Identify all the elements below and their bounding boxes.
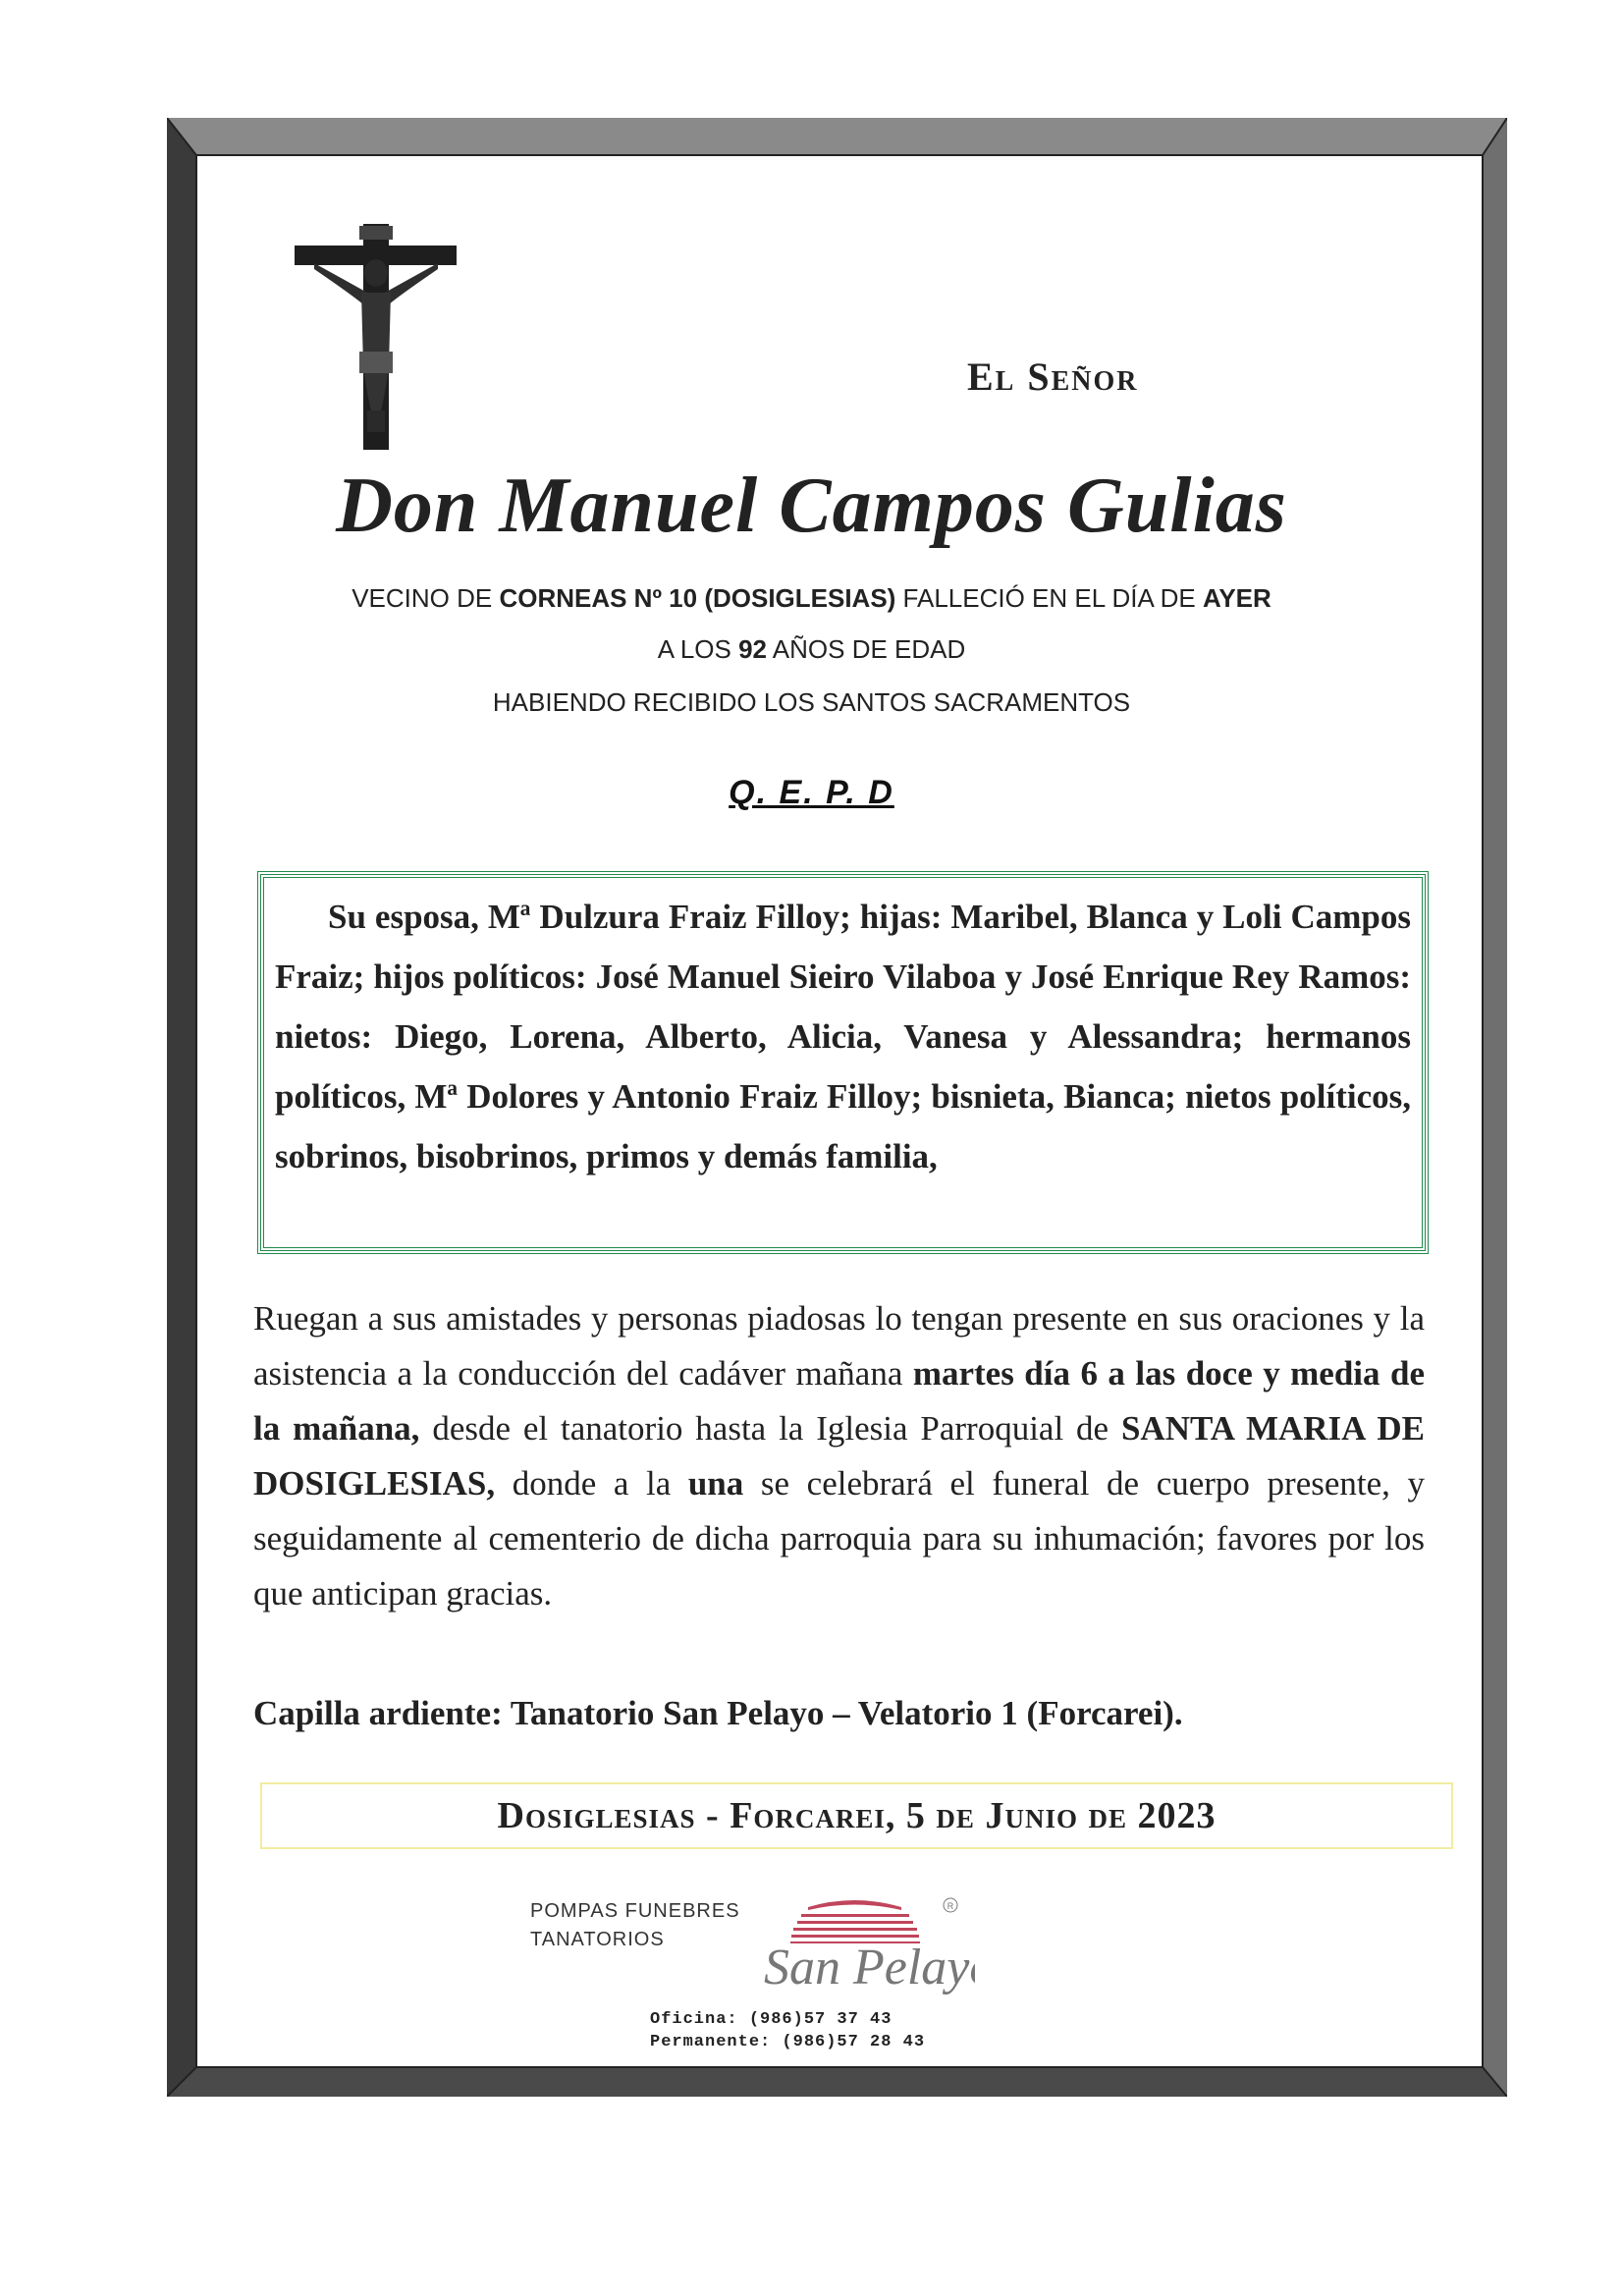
family-text: Su esposa, Mª Dulzura Fraiz Filloy; hijas: Maribel, Blanca y Loli Campos Fraiz; hijos políticos: José Manuel Sieiro Vilaboa y José Enrique Rey Ramos: nietos: Diego, Lorena, Alberto, Alicia, Vanesa y Alessandra; hermanos políticos, Mª Dolores y Antonio Fraiz Filloy; bisnieta, Bianca; nietos políticos, sobrinos, bisobrinos, primos y demás familia,: [275, 898, 1411, 1175]
deceased-name: Don Manuel Campos Gulias: [336, 463, 1287, 549]
tanatorios-line: TANATORIOS: [530, 1929, 665, 1950]
info-line-2: A LOS 92 AÑOS DE EDAD: [657, 634, 966, 664]
info-line-3: HABIENDO RECIBIDO LOS SANTOS SACRAMENTOS: [492, 687, 1131, 717]
date-text: Dosiglesias - Forcarei, 5 de Junio de 2023: [497, 1795, 1217, 1836]
logo-text: San Pelayo: [764, 1940, 975, 1995]
family-box: [257, 871, 1429, 1254]
date-box: [260, 1782, 1453, 1849]
capilla-ardiente: Capilla ardiente: Tanatorio San Pelayo – Velatorio 1 (Forcarei).: [253, 1694, 1183, 1732]
contact-info: [650, 2008, 925, 2053]
qepd-text: Q. E. P. D: [729, 774, 894, 811]
pompas-funebres-label: [530, 1897, 740, 1954]
info-line-1: VECINO DE CORNEAS Nº 10 (DOSIGLESIAS) FALLECIÓ EN EL DÍA DE AYER: [352, 583, 1271, 613]
title-el-senor: El Señor: [967, 355, 1139, 399]
san-pelayo-logo: [764, 1895, 975, 2013]
permanente-phone: Permanente: (986)57 28 43: [650, 2033, 926, 2051]
ruegan-paragraph: Ruegan a sus amistades y personas piadosas lo tengan presente en sus oraciones y la asistencia a la conducción del cadáver mañana martes día 6 a las doce y media de la mañana, desde el tanatorio hasta la Iglesia Parroquial de SANTA MARIA DE DOSIGLESIAS, donde a la una se celebrará el funeral de cuerpo presente, y seguidamente al cementerio de dicha parroquia para su inhumación; favores por los que anticipan gracias.: [253, 1299, 1426, 1613]
oficina-phone: Oficina: (986)57 37 43: [650, 2010, 893, 2029]
crucifix-icon: [295, 224, 457, 455]
pompas-line: POMPAS FUNEBRES: [530, 1900, 740, 1922]
registered-mark: R: [947, 1901, 954, 1911]
